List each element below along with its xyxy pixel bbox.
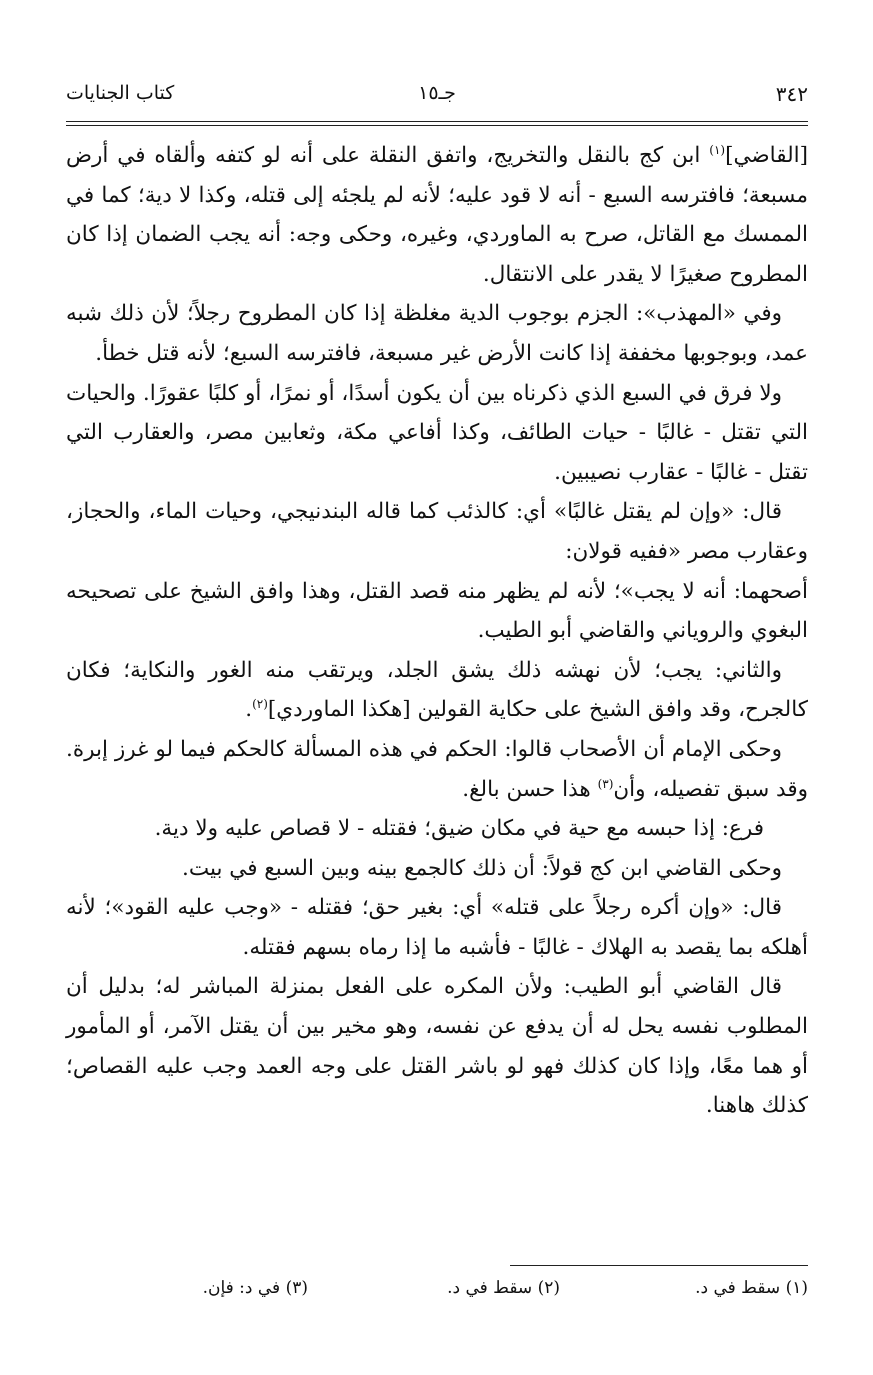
paragraph: [القاضي]$^{(١)}$ ابن كج بالنقل والتخريج، واتفق النقلة على أنه لو كتفه وألقاه في أرض مسبعة؛ فافترسه السبع - أنه لا قود عليه؛ لأنه لم يلجئه إلى قتله، وكذا لا دية؛ كما في الممسك مع القاتل، صرح به الماوردي، وغيره، وحكى وجه: أنه يجب الضمان إذا كان المطروح صغيرًا لا يقدر على الانتقال. [66, 142, 808, 287]
footnote-rule [510, 1265, 808, 1266]
footnote-marker: (١) [709, 142, 726, 157]
paragraph: والثاني: يجب؛ لأن نهشه ذلك يشق الجلد، ويرتقب منه الغور والنكاية؛ فكان كالجرح، وقد وافق الشيخ على حكاية القولين [هكذا الماوردي]$^{(٢)}$. [66, 657, 808, 723]
footnote: (٣) في د: فإن. [202, 1278, 308, 1298]
paragraph: وحكى القاضي ابن كج قولاً: أن ذلك كالجمع بينه وبين السبع في بيت. [182, 855, 782, 881]
paragraph: قال: «وإن أكره رجلاً على قتله» أي: بغير حق؛ فقتله - «وجب عليه القود»؛ لأنه أهلكه بما يقصد به الهلاك - غالبًا - فأشبه ما إذا رماه بسهم فقتله. [66, 895, 808, 960]
footnotes [66, 1278, 808, 1310]
page-header [66, 82, 808, 118]
paragraph: قال القاضي أبو الطيب: ولأن المكره على الفعل بمنزلة المباشر له؛ بدليل أن المطلوب نفسه يحل له أن يدفع عن نفسه، وهو مخير بين أن يقتل الآمر، أو المأمور أو هما معًا، وإذا كان كذلك فهو لو باشر القتل على وجه العمد وجب عليه القصاص؛ كذلك هاهنا. [66, 974, 808, 1119]
main-text [66, 136, 808, 1126]
footnote-marker: (٣) [597, 776, 614, 791]
page-number: ٣٤٢ [775, 82, 808, 106]
paragraph: وفي «المهذب»: الجزم بوجوب الدية مغلظة إذا كان المطروح رجلاً؛ لأن ذلك شبه عمد، وبوجوبها مخففة إذا كانت الأرض غير مسبعة، فافترسه السبع؛ لأنه قتل خطأ. [66, 301, 808, 366]
paragraph: ولا فرق في السبع الذي ذكرناه بين أن يكون أسدًا، أو نمرًا، أو كلبًا عقورًا. والحيات التي تقتل - غالبًا - حيات الطائف، وكذا أفاعي مكة، وثعابين مصر، والعقارب التي تقتل - غالبًا - عقارب نصيبين. [66, 380, 808, 485]
header-rule-secondary [66, 125, 808, 126]
footnote: (٢) سقط في د. [447, 1278, 560, 1298]
footnote: (١) سقط في د. [695, 1278, 808, 1298]
paragraph: أصحهما: أنه لا يجب»؛ لأنه لم يظهر منه قصد القتل، وهذا وافق الشيخ على تصحيحه البغوي والروياني والقاضي أبو الطيب. [66, 578, 808, 644]
paragraph: فرع: إذا حبسه مع حية في مكان ضيق؛ فقتله - لا قصاص عليه ولا دية. [154, 816, 764, 842]
book-title: كتاب الجنايات [66, 82, 175, 104]
header-rule [66, 121, 808, 122]
paragraph: وحكى الإمام أن الأصحاب قالوا: الحكم في هذه المسألة كالحكم فيما لو غرز إبرة. وقد سبق تفصيله، وأن$^{(٣)}$ هذا حسن بالغ. [66, 736, 808, 802]
paragraph: قال: «وإن لم يقتل غالبًا» أي: كالذئب كما قاله البندنيجي، وحيات الماء، والحجاز، وعقارب مصر «ففيه قولان: [66, 499, 808, 564]
volume-number: جـ١٥ [418, 82, 456, 104]
footnote-marker: (٢) [252, 697, 268, 712]
